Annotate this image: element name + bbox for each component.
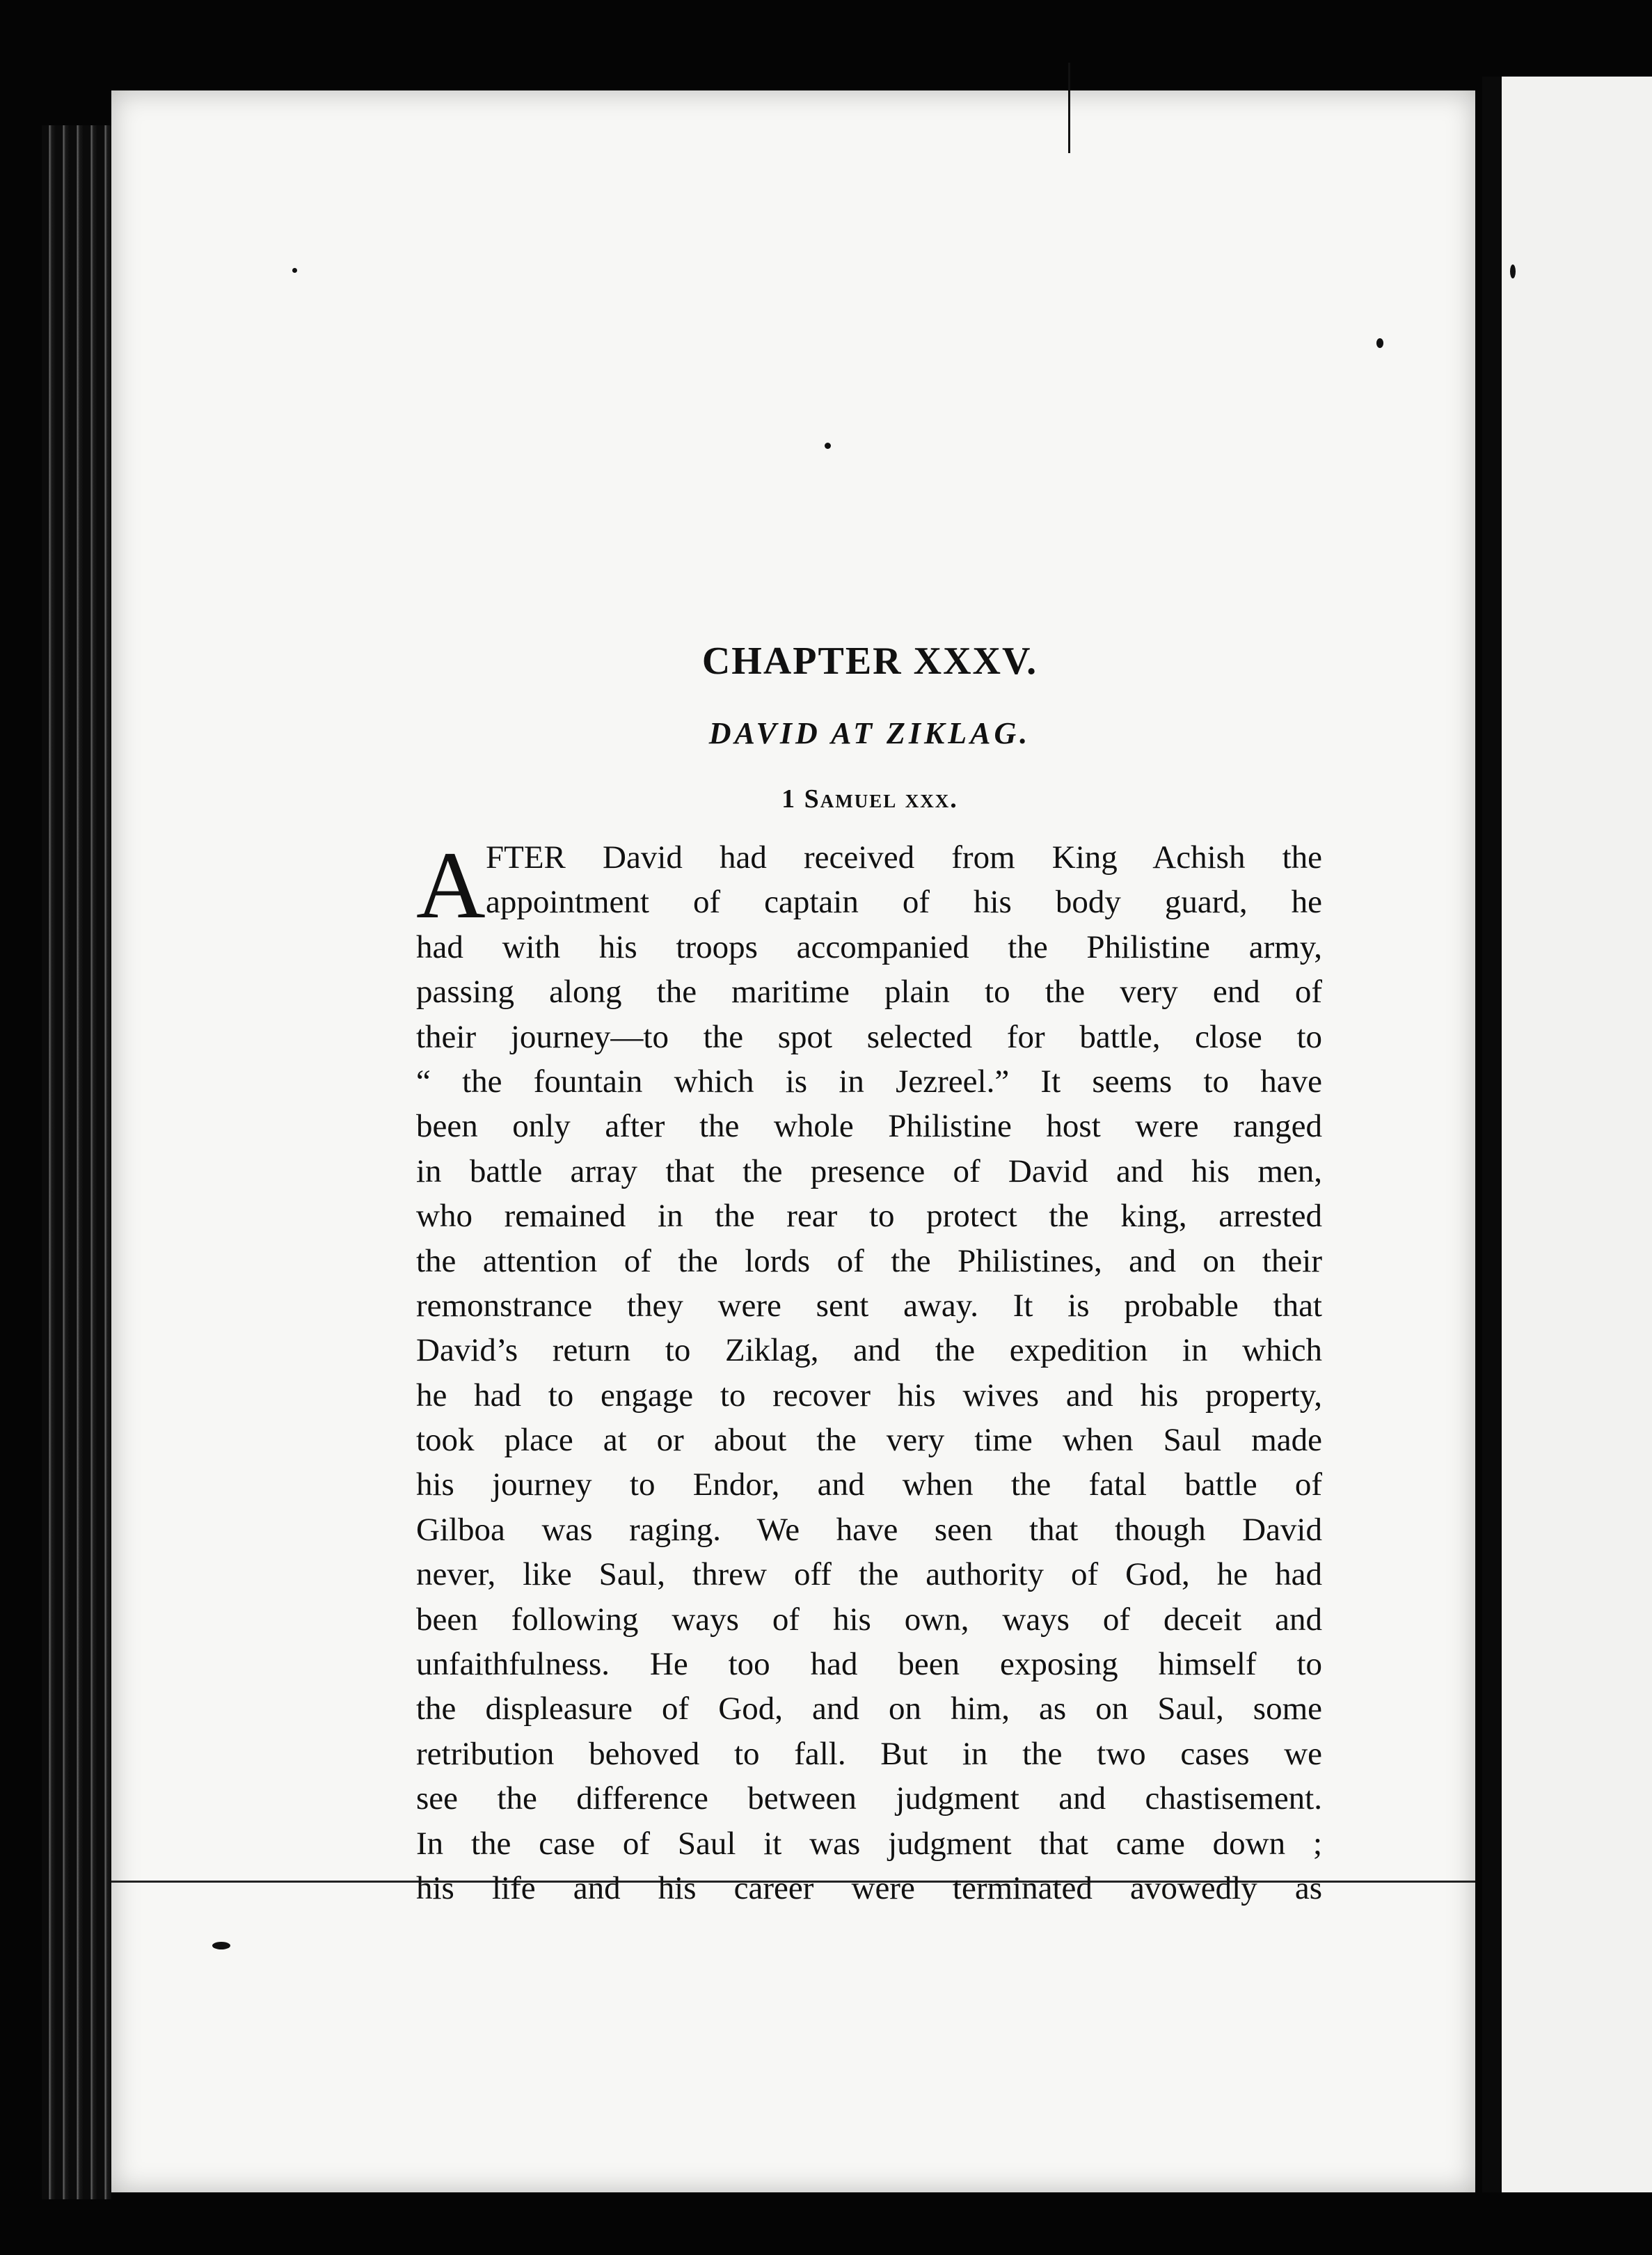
dust-speck [212,1942,230,1949]
text-line: who remained in the rear to protect the king, arrested [416,1198,1322,1235]
dust-speck [1376,338,1383,348]
text-line: had with his troops accompanied the Philistine army, [416,928,1322,965]
text-line: appointment of captain of his body guard, he [486,884,1322,921]
text-line: passing along the maritime plain to the very end of [416,974,1322,1011]
text-line: see the difference between judgment and chastisement. [416,1780,1322,1817]
text-line: in battle array that the presence of David and his men, [416,1153,1322,1189]
text-line: FTER David had received from King Achish the [486,839,1322,876]
text-line: David’s return to Ziklag, and the expedition in which [416,1332,1322,1369]
dust-speck [1068,63,1070,153]
text-line: his journey to Endor, and when the fatal battle of [416,1466,1322,1503]
chapter-subtitle: DAVID AT ZIKLAG. [708,716,1031,750]
text-line: been following ways of his own, ways of deceit and [416,1601,1322,1638]
text-line: Gilboa was raging. We have seen that though David [416,1511,1322,1548]
scripture-reference: 1 Samuel xxx. [781,784,958,814]
text-line: remonstrance they were sent away. It is probable that [416,1287,1322,1324]
dust-speck [1510,264,1516,278]
text-line: their journey—to the spot selected for battle, close to [416,1018,1322,1055]
drop-cap: A [416,832,486,938]
text-line: “ the fountain which is in Jezreel.” It seems to have [416,1063,1322,1100]
dust-speck [292,268,297,273]
chapter-title: CHAPTER XXXV. [701,640,1038,683]
dust-speck [825,443,831,449]
text-line: been only after the whole Philistine host were ranged [416,1108,1322,1145]
book-page-edges [42,125,111,2199]
text-line: took place at or about the very time when Saul made [416,1422,1322,1459]
text-line: retribution behoved to fall. But in the two cases we [416,1735,1322,1772]
text-line: he had to engage to recover his wives and his property, [416,1377,1322,1414]
text-line: the displeasure of God, and on him, as on Saul, some [416,1691,1322,1727]
text-line: his life and his career were terminated avowedly as [416,1869,1322,1906]
text-line: the attention of the lords of the Philistines, and on their [416,1242,1322,1279]
text-line: unfaithfulness. He too had been exposing himself to [416,1646,1322,1683]
text-line: never, like Saul, threw off the authority of God, he had [416,1556,1322,1593]
chapter-body [416,832,1322,1910]
text-line: In the case of Saul it was judgment that came down ; [416,1825,1322,1862]
facing-page-edge [1482,77,1652,2192]
